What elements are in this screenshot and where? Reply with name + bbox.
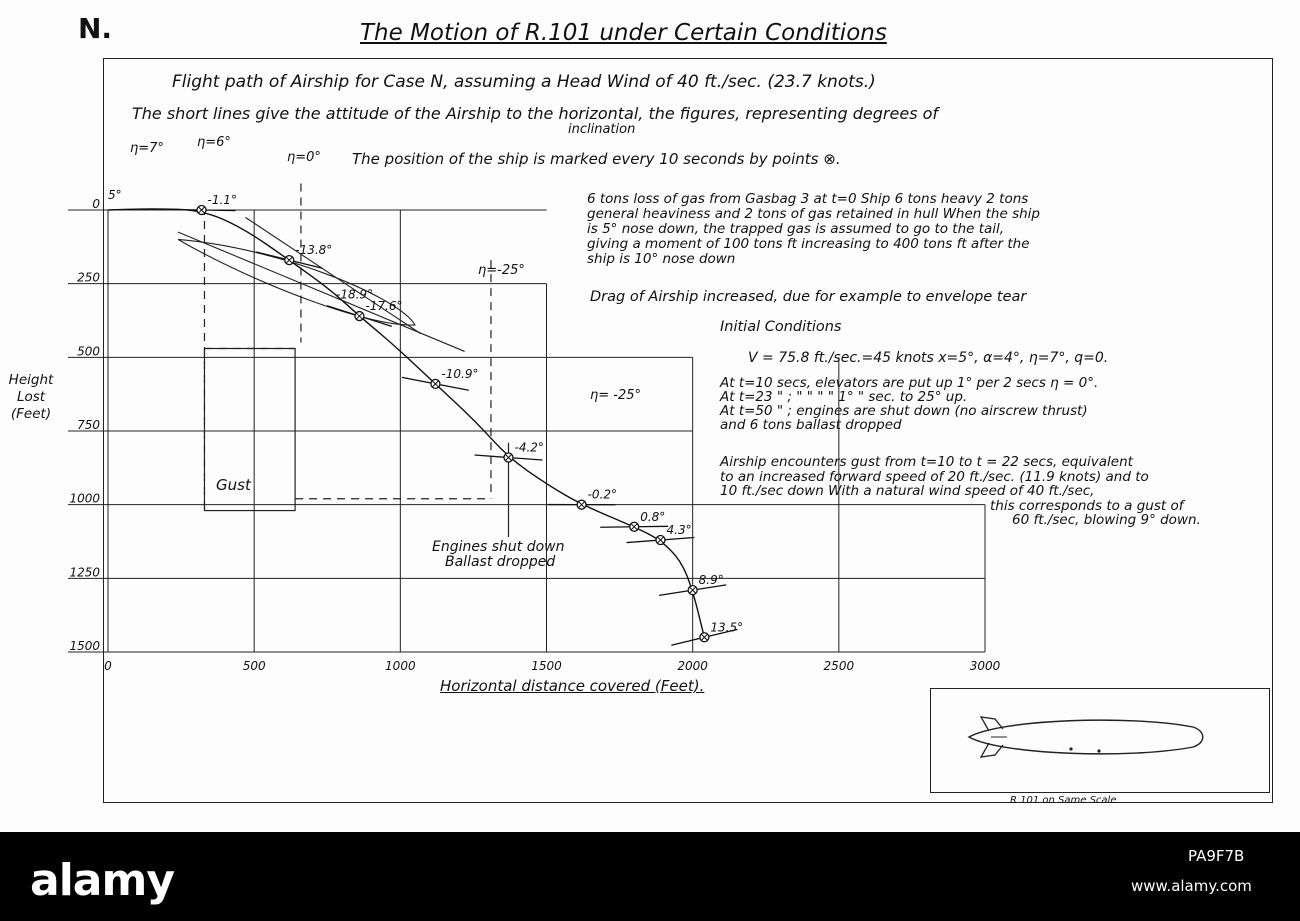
engines-shut-label: Engines shut down (432, 539, 565, 555)
ship-caption: R 101 on Same Scale (1010, 795, 1117, 806)
attitude-angle-label: 8.9° (698, 573, 724, 588)
ship-scale-box (930, 688, 1270, 793)
attitude-angle-label: -18.9° (336, 287, 374, 302)
y-axis-label: Height Lost (Feet) (8, 372, 54, 422)
eta-label-7: η=7° (130, 141, 164, 156)
attitude-angle-label: -4.2° (514, 440, 544, 455)
eta-label-0: η=0° (287, 150, 321, 165)
image-id: PA9F7B (1188, 847, 1245, 865)
eta-label-m25-upper: η=-25° (478, 263, 525, 278)
start-angle-label: 5° (108, 188, 122, 202)
x-tick-label: 3000 (969, 659, 1001, 673)
desc-line: ship is 10° nose down (587, 251, 736, 267)
watermark-bar (0, 832, 1300, 921)
desc-line: is 5° nose down, the trapped gas is assumed to go to the tail, (587, 221, 1005, 237)
y-tick-label: 500 (77, 344, 100, 359)
gust-box (204, 348, 295, 510)
y-tick-label: 1500 (69, 639, 100, 653)
eta-label-m25-lower: η= -25° (590, 388, 641, 403)
attitude-angle-label: -1.1° (207, 193, 237, 207)
gust-label: Gust (216, 476, 251, 494)
attitude-angle-label: 4.3° (666, 523, 692, 538)
airship-icon (931, 689, 1267, 789)
x-tick-label: 2000 (677, 659, 708, 673)
attitude-angle-label: -10.9° (441, 366, 479, 381)
attitude-guide-line (245, 217, 420, 333)
x-tick-label: 0 (104, 659, 112, 673)
y-tick-label: 0 (92, 197, 100, 211)
gust-line: 60 ft./sec, blowing 9° down. (1012, 512, 1201, 528)
flight-path-line (108, 209, 704, 637)
gust-line: this corresponds to a gust of (990, 497, 1184, 514)
header-line-1: Flight path of Airship for Case N, assuming a Head Wind of 40 ft./sec. (23.7 knots.) (172, 72, 876, 92)
initial-heading: Initial Conditions (720, 319, 842, 335)
y-tick-label: 1000 (69, 491, 100, 506)
x-axis-label: Horizontal distance covered (Feet). (440, 677, 705, 695)
initial-values: V = 75.8 ft./sec.=45 knots x=5°, α=4°, η=7°, q=0. (748, 350, 1109, 366)
header-line-3: The position of the ship is marked every 10 seconds by points ⊗. (352, 150, 841, 168)
drag-note: Drag of Airship increased, due for example to envelope tear (590, 289, 1027, 305)
event-line: At t=50 " ; engines are shut down (no airscrew thrust) (720, 403, 1088, 419)
gust-line: to an increased forward speed of 20 ft./sec. (11.9 knots) and to (720, 468, 1149, 485)
eta-label-6: η=6° (197, 135, 231, 150)
attitude-angle-label: -0.2° (587, 487, 618, 502)
attitude-angle-label: -13.8° (295, 243, 333, 258)
event-line: At t=10 secs, elevators are put up 1° per 2 secs η = 0°. (720, 375, 1099, 391)
header-line-2: The short lines give the attitude of the Airship to the horizontal, the figures, representing degrees of (132, 104, 939, 123)
header-line-2b: inclination (568, 122, 636, 137)
x-tick-label: 2500 (823, 659, 855, 673)
desc-line: 6 tons loss of gas from Gasbag 3 at t=0 Ship 6 tons heavy 2 tons (587, 191, 1029, 207)
corner-label: N. (78, 12, 113, 45)
desc-line: general heaviness and 2 tons of gas retained in hull When the ship (587, 206, 1040, 222)
gust-line: Airship encounters gust from t=10 to t = 22 secs, equivalent (720, 454, 1133, 470)
gust-line: 10 ft./sec down With a natural wind speed of 40 ft./sec, (720, 483, 1095, 499)
y-tick-label: 1250 (69, 565, 100, 580)
attitude-angle-label: -17.6° (365, 299, 403, 314)
attitude-angle-label: 0.8° (640, 509, 666, 524)
event-line: At t=23 " ; " " " " 1° " sec. to 25° up. (720, 389, 968, 405)
attitude-angle-label: 13.5° (710, 620, 744, 635)
y-tick-label: 750 (77, 418, 100, 432)
x-tick-label: 500 (242, 659, 266, 673)
desc-line: giving a moment of 100 tons ft increasing to 400 tons ft after the (587, 236, 1030, 252)
page-title: The Motion of R.101 under Certain Conditions (360, 20, 887, 46)
x-tick-label: 1000 (385, 659, 416, 673)
watermark-url: www.alamy.com (1131, 877, 1252, 895)
y-tick-label: 250 (77, 270, 100, 285)
watermark-logo: alamy (30, 855, 174, 906)
event-line: and 6 tons ballast dropped (720, 417, 902, 433)
ballast-label: Ballast dropped (445, 554, 556, 570)
x-tick-label: 1500 (531, 659, 562, 673)
